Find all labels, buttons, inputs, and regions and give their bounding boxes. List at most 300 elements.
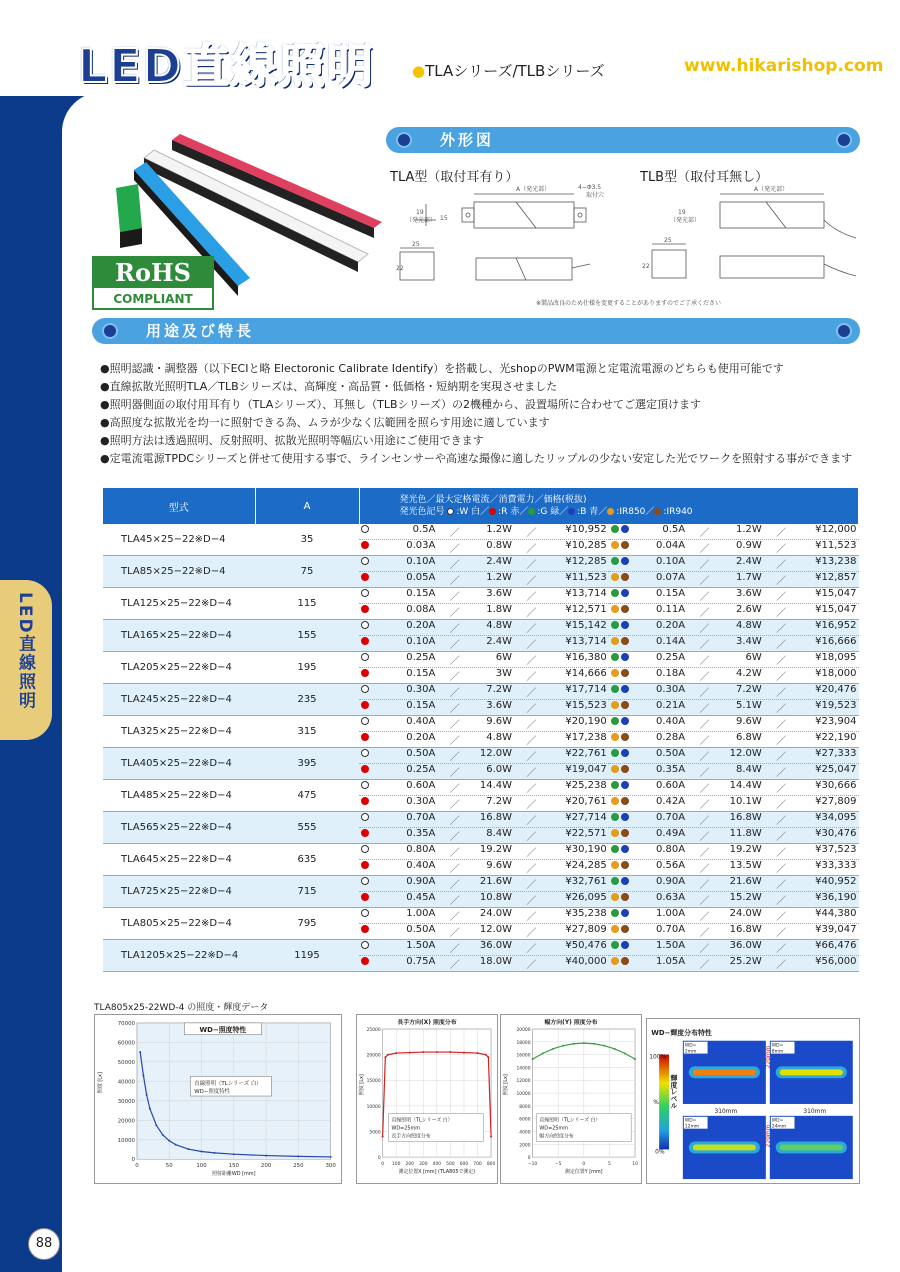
spec-cell xyxy=(359,700,609,716)
color-dot-icon xyxy=(621,797,629,805)
x-axis-label: 照射距離WD [mm] xyxy=(212,1171,256,1178)
y-tick-label: 70000 xyxy=(117,1020,135,1027)
separator: ／ xyxy=(449,768,460,779)
power-value: 24.0W xyxy=(729,908,762,919)
power-value: 16.8W xyxy=(729,812,762,823)
power-value: 10.1W xyxy=(729,796,762,807)
color-dot-icon xyxy=(611,877,619,885)
price-value: ¥20,190 xyxy=(565,716,607,727)
separator: ／ xyxy=(699,720,710,731)
color-dot-icon xyxy=(611,941,619,949)
color-dot-icon xyxy=(361,845,369,853)
separator: ／ xyxy=(776,592,787,603)
spec-cell xyxy=(609,876,859,892)
length-cell: 235 xyxy=(255,684,359,716)
table-row xyxy=(103,620,859,636)
data-point xyxy=(463,1052,465,1054)
feature-item: ●照明認識・調整器（以下ECIと略 Electoronic Calibrate Identify）を搭載し、光shopのPWM電源と定電流電源のどちらも使用可能です xyxy=(100,362,784,375)
legend-label: :B 青／ xyxy=(577,507,608,517)
color-dot-icon xyxy=(611,701,619,709)
x-tick-label: 0 xyxy=(582,1162,586,1168)
panel-label: WD= xyxy=(771,1043,784,1049)
color-dot-icon xyxy=(361,781,369,789)
current-value: 0.5A xyxy=(662,524,686,535)
current-value: 0.15A xyxy=(655,588,686,599)
feature-item: ●直線拡散光照明TLA／TLBシリーズは、高輝度・高品質・低価格・短納期を実現させました xyxy=(100,380,558,393)
separator: ／ xyxy=(449,864,460,875)
separator: ／ xyxy=(699,528,710,539)
chart-y-distribution xyxy=(500,1014,642,1184)
color-dot-icon xyxy=(621,861,629,869)
power-value: 7.2W xyxy=(486,684,513,695)
current-value: 0.90A xyxy=(655,876,686,887)
power-value: 8.4W xyxy=(486,828,513,839)
tlb-drawing xyxy=(640,180,860,290)
y-tick-label: 6000 xyxy=(519,1117,531,1123)
current-value: 0.50A xyxy=(655,748,686,759)
price-value: ¥18,000 xyxy=(815,668,857,679)
spec-cell xyxy=(359,684,609,700)
separator: ／ xyxy=(526,544,537,555)
spec-cell xyxy=(609,716,859,732)
section-header-features xyxy=(92,318,860,344)
x-tick-label: 500 xyxy=(446,1162,455,1168)
price-value: ¥15,047 xyxy=(815,588,857,599)
price-value: ¥40,952 xyxy=(815,876,857,887)
separator: ／ xyxy=(449,560,460,571)
spec-cell xyxy=(359,908,609,924)
table-row xyxy=(103,588,859,604)
spec-cell xyxy=(609,684,859,700)
x-tick-label: 0 xyxy=(135,1163,139,1170)
data-point xyxy=(233,1153,235,1155)
separator: ／ xyxy=(449,912,460,923)
legend-label: 直線照明（TLシリーズ 白） xyxy=(391,1117,453,1124)
chart-x-distribution xyxy=(356,1014,498,1184)
color-dot-icon xyxy=(361,877,369,885)
data-point xyxy=(614,1048,616,1050)
current-value: 0.70A xyxy=(406,812,436,823)
page-number: 88 xyxy=(28,1228,60,1260)
price-value: ¥27,333 xyxy=(815,748,857,759)
power-value: 2.4W xyxy=(486,636,513,647)
spec-cell xyxy=(609,844,859,860)
length-cell: 35 xyxy=(255,524,359,556)
model-cell: TLA645×25−22※D−4 xyxy=(103,844,255,876)
y-tick-label: 5000 xyxy=(369,1130,381,1136)
color-dot-icon xyxy=(611,717,619,725)
y-tick-label: 60000 xyxy=(117,1040,135,1047)
chart-luminance-heatmap xyxy=(646,1018,860,1184)
data-point xyxy=(395,1052,397,1054)
legend-label: 幅方向照度分布 xyxy=(539,1133,574,1140)
color-dot-icon xyxy=(611,749,619,757)
price-value: ¥12,000 xyxy=(815,524,857,535)
legend-label: :IR850／ xyxy=(616,507,655,517)
separator: ／ xyxy=(449,928,460,939)
color-dot-icon xyxy=(621,909,629,917)
price-value: ¥33,333 xyxy=(815,860,857,871)
separator: ／ xyxy=(449,704,460,715)
color-dot-icon xyxy=(611,557,619,565)
dim-a-label: A（発光部） xyxy=(516,186,551,193)
separator: ／ xyxy=(699,928,710,939)
y-tick-label: 0 xyxy=(377,1156,381,1162)
current-value: 0.20A xyxy=(406,620,436,631)
separator: ／ xyxy=(776,784,787,795)
power-value: 15.2W xyxy=(729,892,762,903)
power-value: 6W xyxy=(495,652,513,663)
price-value: ¥10,952 xyxy=(565,524,607,535)
separator: ／ xyxy=(776,880,787,891)
chart-title: WD−照度特性 xyxy=(199,1025,247,1034)
spec-cell xyxy=(609,908,859,924)
power-value: 9.6W xyxy=(486,716,513,727)
separator: ／ xyxy=(699,768,710,779)
chart-title: 幅方向(Y) 照度分布 xyxy=(544,1020,598,1027)
separator: ／ xyxy=(699,544,710,555)
spec-cell xyxy=(359,860,609,876)
color-dot-icon xyxy=(361,573,369,581)
separator: ／ xyxy=(449,608,460,619)
color-dot-icon xyxy=(361,717,369,725)
spec-cell xyxy=(609,652,859,668)
current-value: 0.56A xyxy=(655,860,686,871)
site-url-link[interactable]: www.hikarishop.com xyxy=(684,56,884,76)
current-value: 0.10A xyxy=(655,556,686,567)
feature-item: ●定電流電源TPDCシリーズと併せて使用する事で、ラインセンサーや高速な撮像に適したリップルの少ない安定した光でワークを照射する事ができます xyxy=(100,452,853,465)
spec-cell xyxy=(609,764,859,780)
color-dot-icon xyxy=(361,605,369,613)
x-tick-label: 5 xyxy=(608,1162,611,1168)
separator: ／ xyxy=(699,560,710,571)
model-cell: TLA565×25−22※D−4 xyxy=(103,812,255,844)
data-point xyxy=(146,1094,148,1096)
section-title: 外形図 xyxy=(440,131,495,149)
legend-prefix: 発光色記号 xyxy=(399,507,448,517)
data-point xyxy=(573,1043,575,1045)
current-value: 0.10A xyxy=(406,556,436,567)
spec-cell xyxy=(609,668,859,684)
separator: ／ xyxy=(449,784,460,795)
price-value: ¥15,142 xyxy=(565,620,607,631)
legend-color-icon xyxy=(568,508,575,515)
color-dot-icon xyxy=(361,621,369,629)
charts-caption: TLA805x25-22WD-4 の照度・輝度データ xyxy=(94,1003,269,1013)
data-point xyxy=(552,1048,554,1050)
separator: ／ xyxy=(526,688,537,699)
spec-cell xyxy=(609,572,859,588)
separator: ／ xyxy=(776,800,787,811)
current-value: 0.14A xyxy=(655,636,686,647)
price-value: ¥14,666 xyxy=(565,668,607,679)
separator: ／ xyxy=(776,848,787,859)
color-dot-icon xyxy=(611,845,619,853)
separator: ／ xyxy=(699,624,710,635)
price-value: ¥10,285 xyxy=(565,540,607,551)
current-value: 1.05A xyxy=(655,956,686,967)
col-spec-line1: 発光色／最大定格電流／消費電力／価格(税抜) xyxy=(399,495,587,505)
model-cell: TLA85×25−22※D−4 xyxy=(103,556,255,588)
spec-cell xyxy=(609,732,859,748)
y-tick-label: 18000 xyxy=(516,1040,531,1046)
y-tick-label: 0 xyxy=(131,1157,135,1164)
color-dot-icon xyxy=(611,925,619,933)
x-axis-label: 測定位置X [mm] (TLA805で測定) xyxy=(398,1168,476,1175)
color-dot-icon xyxy=(621,893,629,901)
scale-top-label: 100% xyxy=(649,1054,667,1061)
current-value: 0.18A xyxy=(655,668,686,679)
power-value: 21.6W xyxy=(729,876,762,887)
power-value: 4.2W xyxy=(735,668,762,679)
current-value: 0.60A xyxy=(655,780,686,791)
separator: ／ xyxy=(526,960,537,971)
current-value: 0.15A xyxy=(406,700,436,711)
spec-cell xyxy=(609,604,859,620)
current-value: 0.05A xyxy=(406,572,436,583)
spec-cell xyxy=(359,652,609,668)
separator: ／ xyxy=(776,864,787,875)
legend-color-icon xyxy=(654,508,661,515)
price-value: ¥36,190 xyxy=(815,892,857,903)
price-value: ¥13,238 xyxy=(815,556,857,567)
color-dot-icon xyxy=(621,877,629,885)
spec-cell xyxy=(609,828,859,844)
section-bullet-icon xyxy=(396,132,412,148)
price-value: ¥44,380 xyxy=(815,908,857,919)
y-tick-label: 4000 xyxy=(519,1130,531,1136)
section-bullet-icon xyxy=(836,323,852,339)
power-value: 1.2W xyxy=(486,524,513,535)
table-row xyxy=(103,844,859,860)
separator: ／ xyxy=(776,928,787,939)
spec-cell xyxy=(609,636,859,652)
spec-cell xyxy=(359,716,609,732)
series-text: TLAシリーズ/TLBシリーズ xyxy=(425,62,605,80)
color-dot-icon xyxy=(621,685,629,693)
power-value: 12.0W xyxy=(479,748,513,759)
power-value: 1.2W xyxy=(735,524,762,535)
separator: ／ xyxy=(776,656,787,667)
current-value: 0.35A xyxy=(406,828,436,839)
price-value: ¥16,380 xyxy=(565,652,607,663)
separator: ／ xyxy=(449,640,460,651)
color-dot-icon xyxy=(361,813,369,821)
dim-22-label: 22 xyxy=(396,265,404,272)
dim-25-label: 25 xyxy=(412,241,420,248)
length-cell: 795 xyxy=(255,908,359,940)
separator: ／ xyxy=(449,672,460,683)
heatmap-band xyxy=(693,1069,756,1075)
spec-cell xyxy=(359,588,609,604)
price-value: ¥20,476 xyxy=(815,684,857,695)
legend-label: 直線照明（TLシリーズ 白） xyxy=(539,1117,601,1124)
color-dot-icon xyxy=(611,781,619,789)
separator: ／ xyxy=(699,784,710,795)
current-value: 0.30A xyxy=(406,796,436,807)
color-dot-icon xyxy=(361,541,369,549)
power-value: 16.8W xyxy=(479,812,513,823)
spec-cell xyxy=(609,540,859,556)
data-point xyxy=(213,1152,215,1154)
tla-drawing-label: TLA型（取付耳有り） xyxy=(390,170,519,185)
spec-cell xyxy=(609,924,859,940)
separator: ／ xyxy=(699,608,710,619)
color-dot-icon xyxy=(621,701,629,709)
panel-label: 2mm xyxy=(684,1049,697,1055)
spec-cell xyxy=(359,748,609,764)
current-value: 0.5A xyxy=(412,524,436,535)
x-tick-label: −10 xyxy=(527,1162,538,1168)
separator: ／ xyxy=(449,720,460,731)
price-value: ¥17,714 xyxy=(565,684,607,695)
y-tick-label: 8000 xyxy=(519,1104,531,1110)
color-dot-icon xyxy=(611,573,619,581)
x-tick-label: 250 xyxy=(293,1163,304,1170)
current-value: 0.08A xyxy=(406,604,436,615)
price-value: ¥66,476 xyxy=(815,940,857,951)
dim-19b-label: （発光部） xyxy=(670,217,701,224)
power-value: 2.6W xyxy=(735,604,762,615)
separator: ／ xyxy=(526,816,537,827)
price-value: ¥12,285 xyxy=(565,556,607,567)
price-value: ¥19,523 xyxy=(815,700,857,711)
separator: ／ xyxy=(449,896,460,907)
price-value: ¥30,476 xyxy=(815,828,857,839)
panel-label: WD= xyxy=(771,1118,784,1124)
separator: ／ xyxy=(699,960,710,971)
data-point xyxy=(297,1155,299,1157)
price-value: ¥25,047 xyxy=(815,764,857,775)
price-value: ¥30,190 xyxy=(565,844,607,855)
separator: ／ xyxy=(699,800,710,811)
color-dot-icon xyxy=(621,957,629,965)
chart-title: 長手方向(X) 照度分布 xyxy=(397,1020,457,1027)
side-tab-label: LED直線照明 xyxy=(15,592,35,711)
color-dot-icon xyxy=(361,765,369,773)
col-a-header: A xyxy=(255,488,359,524)
separator: ／ xyxy=(776,704,787,715)
color-dot-icon xyxy=(361,925,369,933)
current-value: 0.63A xyxy=(655,892,686,903)
separator: ／ xyxy=(776,560,787,571)
price-value: ¥11,523 xyxy=(815,540,857,551)
y-axis-label: 照度 [Lx] xyxy=(358,1074,365,1096)
power-value: 2.4W xyxy=(735,556,762,567)
model-cell: TLA805×25−22※D−4 xyxy=(103,908,255,940)
separator: ／ xyxy=(776,944,787,955)
power-value: 4.8W xyxy=(735,620,762,631)
separator: ／ xyxy=(526,672,537,683)
data-point xyxy=(532,1058,534,1060)
section-bullet-icon xyxy=(836,132,852,148)
price-value: ¥19,047 xyxy=(565,764,607,775)
data-point xyxy=(384,1056,386,1058)
separator: ／ xyxy=(776,624,787,635)
length-cell: 75 xyxy=(255,556,359,588)
separator: ／ xyxy=(526,912,537,923)
power-value: 14.4W xyxy=(729,780,762,791)
current-value: 0.70A xyxy=(655,812,686,823)
x-tick-label: 300 xyxy=(419,1162,428,1168)
color-dot-icon xyxy=(361,589,369,597)
separator: ／ xyxy=(526,592,537,603)
separator: ／ xyxy=(526,704,537,715)
heatmap-band xyxy=(780,1069,843,1075)
color-dot-icon xyxy=(361,637,369,645)
color-dot-icon xyxy=(611,621,619,629)
separator: ／ xyxy=(776,640,787,651)
legend-label: 直線照明（TLシリーズ 白） xyxy=(194,1081,262,1088)
data-point xyxy=(409,1052,411,1054)
table-row xyxy=(103,908,859,924)
power-value: 13.5W xyxy=(729,860,762,871)
price-value: ¥16,666 xyxy=(815,636,857,647)
data-point xyxy=(139,1051,141,1053)
separator: ／ xyxy=(526,640,537,651)
color-dot-icon xyxy=(361,685,369,693)
x-tick-label: 200 xyxy=(405,1162,414,1168)
y-tick-label: 16000 xyxy=(516,1053,531,1059)
legend-label: :R 赤／ xyxy=(498,507,529,517)
separator: ／ xyxy=(526,848,537,859)
separator: ／ xyxy=(776,816,787,827)
color-dot-icon xyxy=(621,557,629,565)
legend-label: WD=25mm xyxy=(539,1125,568,1132)
length-cell: 1195 xyxy=(255,940,359,972)
price-value: ¥27,714 xyxy=(565,812,607,823)
x-tick-label: 0 xyxy=(381,1162,385,1168)
power-value: 11.8W xyxy=(729,828,762,839)
dim-19b-label: （発光部） xyxy=(406,217,437,224)
color-dot-icon xyxy=(611,525,619,533)
spec-cell xyxy=(359,892,609,908)
separator: ／ xyxy=(699,688,710,699)
spec-cell xyxy=(359,764,609,780)
dim-19-label: 19 xyxy=(416,209,424,216)
section-bullet-icon xyxy=(102,323,118,339)
price-value: ¥13,714 xyxy=(565,588,607,599)
separator: ／ xyxy=(526,944,537,955)
table-row xyxy=(103,684,859,700)
separator: ／ xyxy=(526,608,537,619)
color-dot-icon xyxy=(621,749,629,757)
chart-title: WD−輝度分布特性 xyxy=(651,1028,712,1037)
data-point xyxy=(634,1058,636,1060)
data-point xyxy=(477,1052,479,1054)
separator: ／ xyxy=(699,704,710,715)
spec-cell xyxy=(359,780,609,796)
color-dot-icon xyxy=(621,637,629,645)
y-axis-label: 照度 [Lx] xyxy=(97,1072,104,1094)
power-value: 1.2W xyxy=(486,572,513,583)
color-dot-icon xyxy=(621,541,629,549)
y-tick-label: 30000 xyxy=(117,1098,135,1105)
color-scale-bar xyxy=(659,1055,669,1150)
panel-label: 12mm xyxy=(684,1124,700,1130)
length-cell: 635 xyxy=(255,844,359,876)
data-point xyxy=(603,1045,605,1047)
current-value: 0.80A xyxy=(655,844,686,855)
color-dot-icon xyxy=(361,701,369,709)
model-cell: TLA725×25−22※D−4 xyxy=(103,876,255,908)
current-value: 0.15A xyxy=(406,668,436,679)
x-tick-label: 150 xyxy=(228,1163,239,1170)
color-dot-icon xyxy=(361,909,369,917)
color-dot-icon xyxy=(611,893,619,901)
current-value: 0.28A xyxy=(655,732,686,743)
price-value: ¥50,476 xyxy=(565,940,607,951)
